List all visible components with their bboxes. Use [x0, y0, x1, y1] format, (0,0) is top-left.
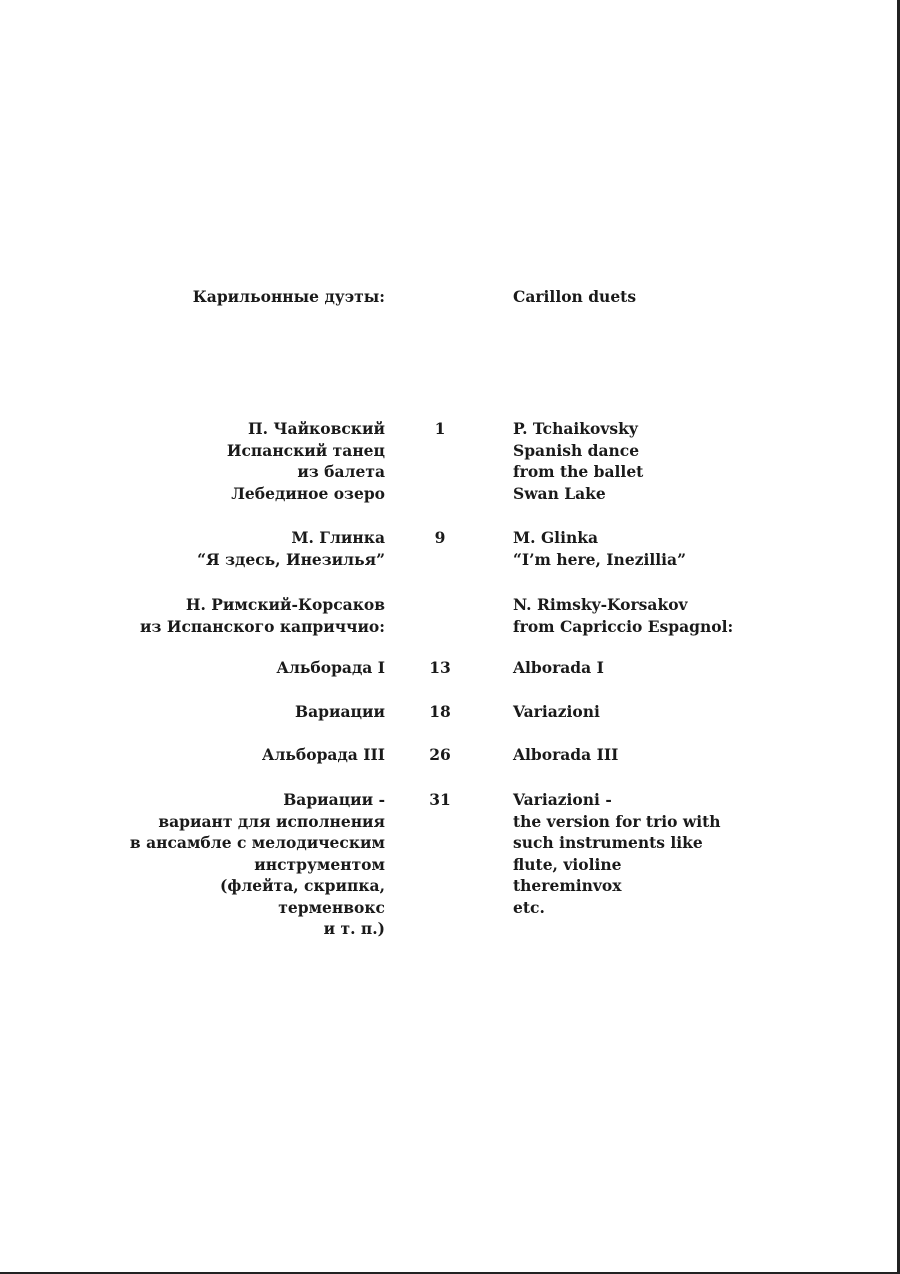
entry-title-english: N. Rimsky-Korsakov from Capriccio Espagnol: — [513, 595, 734, 636]
entry-title-english: M. Glinka “I’m here, Inezillia” — [513, 528, 687, 569]
entry-title-russian: М. Глинка “Я здесь, Инезилья” — [197, 528, 385, 569]
entry-title-english: Variazioni — [513, 702, 600, 721]
entry-page-number: 13 — [429, 658, 451, 677]
entry-title-russian: Альборада III — [261, 745, 385, 764]
entry-page-number: 18 — [429, 702, 451, 721]
entry-title-russian: П. Чайковский Испанский танец из балета Лебединое озеро — [226, 419, 385, 503]
entry-title-russian: Вариации — [295, 702, 385, 721]
entry-title-english: Alborada I — [513, 658, 604, 677]
entry-page-number: 9 — [434, 528, 446, 547]
entry-title-english: Variazioni - the version for trio with such instruments like flute, violine thereminvox etc. — [513, 790, 721, 917]
entry-title-english: P. Tchaikovsky Spanish dance from the ballet Swan Lake — [513, 419, 644, 503]
heading-english: Carillon duets — [513, 287, 637, 306]
entry-title-russian: Альборада I — [276, 658, 385, 677]
entry-title-russian: Вариации - вариант для исполнения в ансамбле с мелодическим инструментом (флейта, скрипка, терменвокс и т. п.) — [129, 790, 385, 938]
heading-russian: Карильонные дуэты: — [192, 287, 385, 306]
entry-page-number: 26 — [429, 745, 451, 764]
entry-title-english: Alborada III — [513, 745, 619, 764]
entry-page-number: 1 — [434, 419, 446, 438]
entry-title-russian: Н. Римский-Корсаков из Испанского каприччио: — [140, 595, 385, 636]
entry-page-number: 31 — [429, 790, 451, 809]
